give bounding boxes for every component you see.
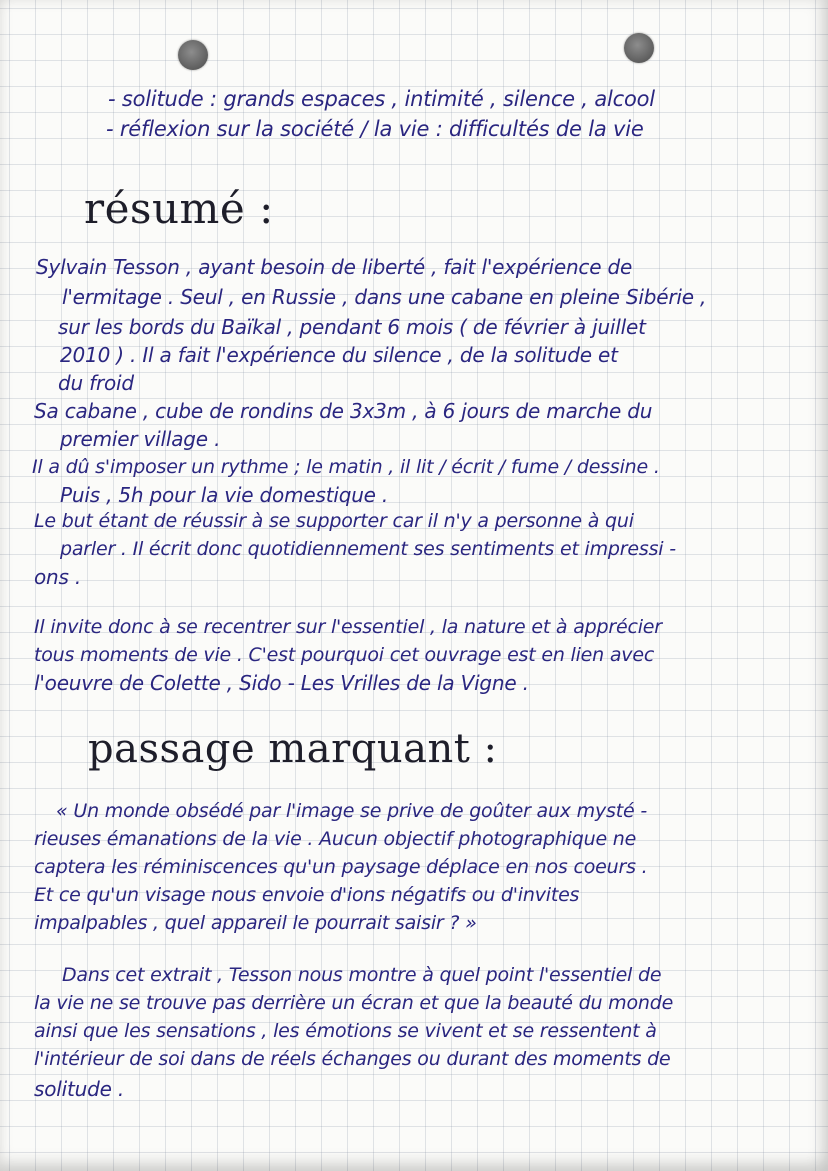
punch-hole-left bbox=[178, 40, 208, 70]
analysis-line: la vie ne se trouve pas derrière un écran et que la beauté du monde bbox=[34, 992, 674, 1014]
note-bullet-1: - solitude : grands espaces , intimité , silence , alcool bbox=[108, 87, 655, 111]
resume-line: l'ermitage . Seul , en Russie , dans une cabane en pleine Sibérie , bbox=[62, 285, 707, 309]
quote-line: captera les réminiscences qu'un paysage déplace en nos coeurs . bbox=[34, 856, 648, 878]
resume-heading: résumé : bbox=[84, 184, 274, 233]
analysis-line: solitude . bbox=[34, 1077, 125, 1101]
resume-line: Puis , 5h pour la vie domestique . bbox=[60, 483, 389, 507]
resume-line: Il invite donc à se recentrer sur l'essentiel , la nature et à apprécier bbox=[34, 616, 662, 638]
analysis-line: ainsi que les sensations , les émotions se vivent et se ressentent à bbox=[34, 1020, 657, 1042]
resume-line: Sa cabane , cube de rondins de 3x3m , à 6 jours de marche du bbox=[34, 399, 653, 423]
resume-line: Il a dû s'imposer un rythme ; le matin , il lit / écrit / fume / dessine . bbox=[32, 456, 660, 478]
resume-line: tous moments de vie . C'est pourquoi cet ouvrage est en lien avec bbox=[34, 644, 655, 666]
resume-line: Sylvain Tesson , ayant besoin de liberté , fait l'expérience de bbox=[36, 255, 633, 279]
analysis-line: Dans cet extrait , Tesson nous montre à quel point l'essentiel de bbox=[62, 964, 662, 986]
resume-line: 2010 ) . Il a fait l'expérience du silence , de la solitude et bbox=[60, 343, 618, 367]
punch-hole-right bbox=[624, 33, 654, 63]
resume-line: l'oeuvre de Colette , Sido - Les Vrilles de la Vigne . bbox=[34, 671, 529, 695]
resume-line: premier village . bbox=[60, 427, 221, 451]
note-bullet-2: - réflexion sur la société / la vie : difficultés de la vie bbox=[106, 117, 644, 141]
resume-line: ons . bbox=[34, 565, 82, 589]
resume-line: Le but étant de réussir à se supporter car il n'y a personne à qui bbox=[34, 510, 634, 532]
quote-line: « Un monde obsédé par l'image se prive de goûter aux mysté - bbox=[56, 800, 647, 822]
resume-line: du froid bbox=[58, 371, 134, 395]
resume-line: sur les bords du Baïkal , pendant 6 mois ( de février à juillet bbox=[58, 315, 646, 339]
resume-line: parler . Il écrit donc quotidiennement ses sentiments et impressi - bbox=[60, 538, 676, 560]
passage-heading: passage marquant : bbox=[88, 726, 498, 772]
quote-line: impalpables , quel appareil le pourrait saisir ? » bbox=[34, 912, 477, 934]
quote-line: Et ce qu'un visage nous envoie d'ions négatifs ou d'invites bbox=[34, 884, 580, 906]
analysis-line: l'intérieur de soi dans de réels échanges ou durant des moments de bbox=[34, 1048, 671, 1070]
quote-line: rieuses émanations de la vie . Aucun objectif photographique ne bbox=[34, 828, 637, 850]
